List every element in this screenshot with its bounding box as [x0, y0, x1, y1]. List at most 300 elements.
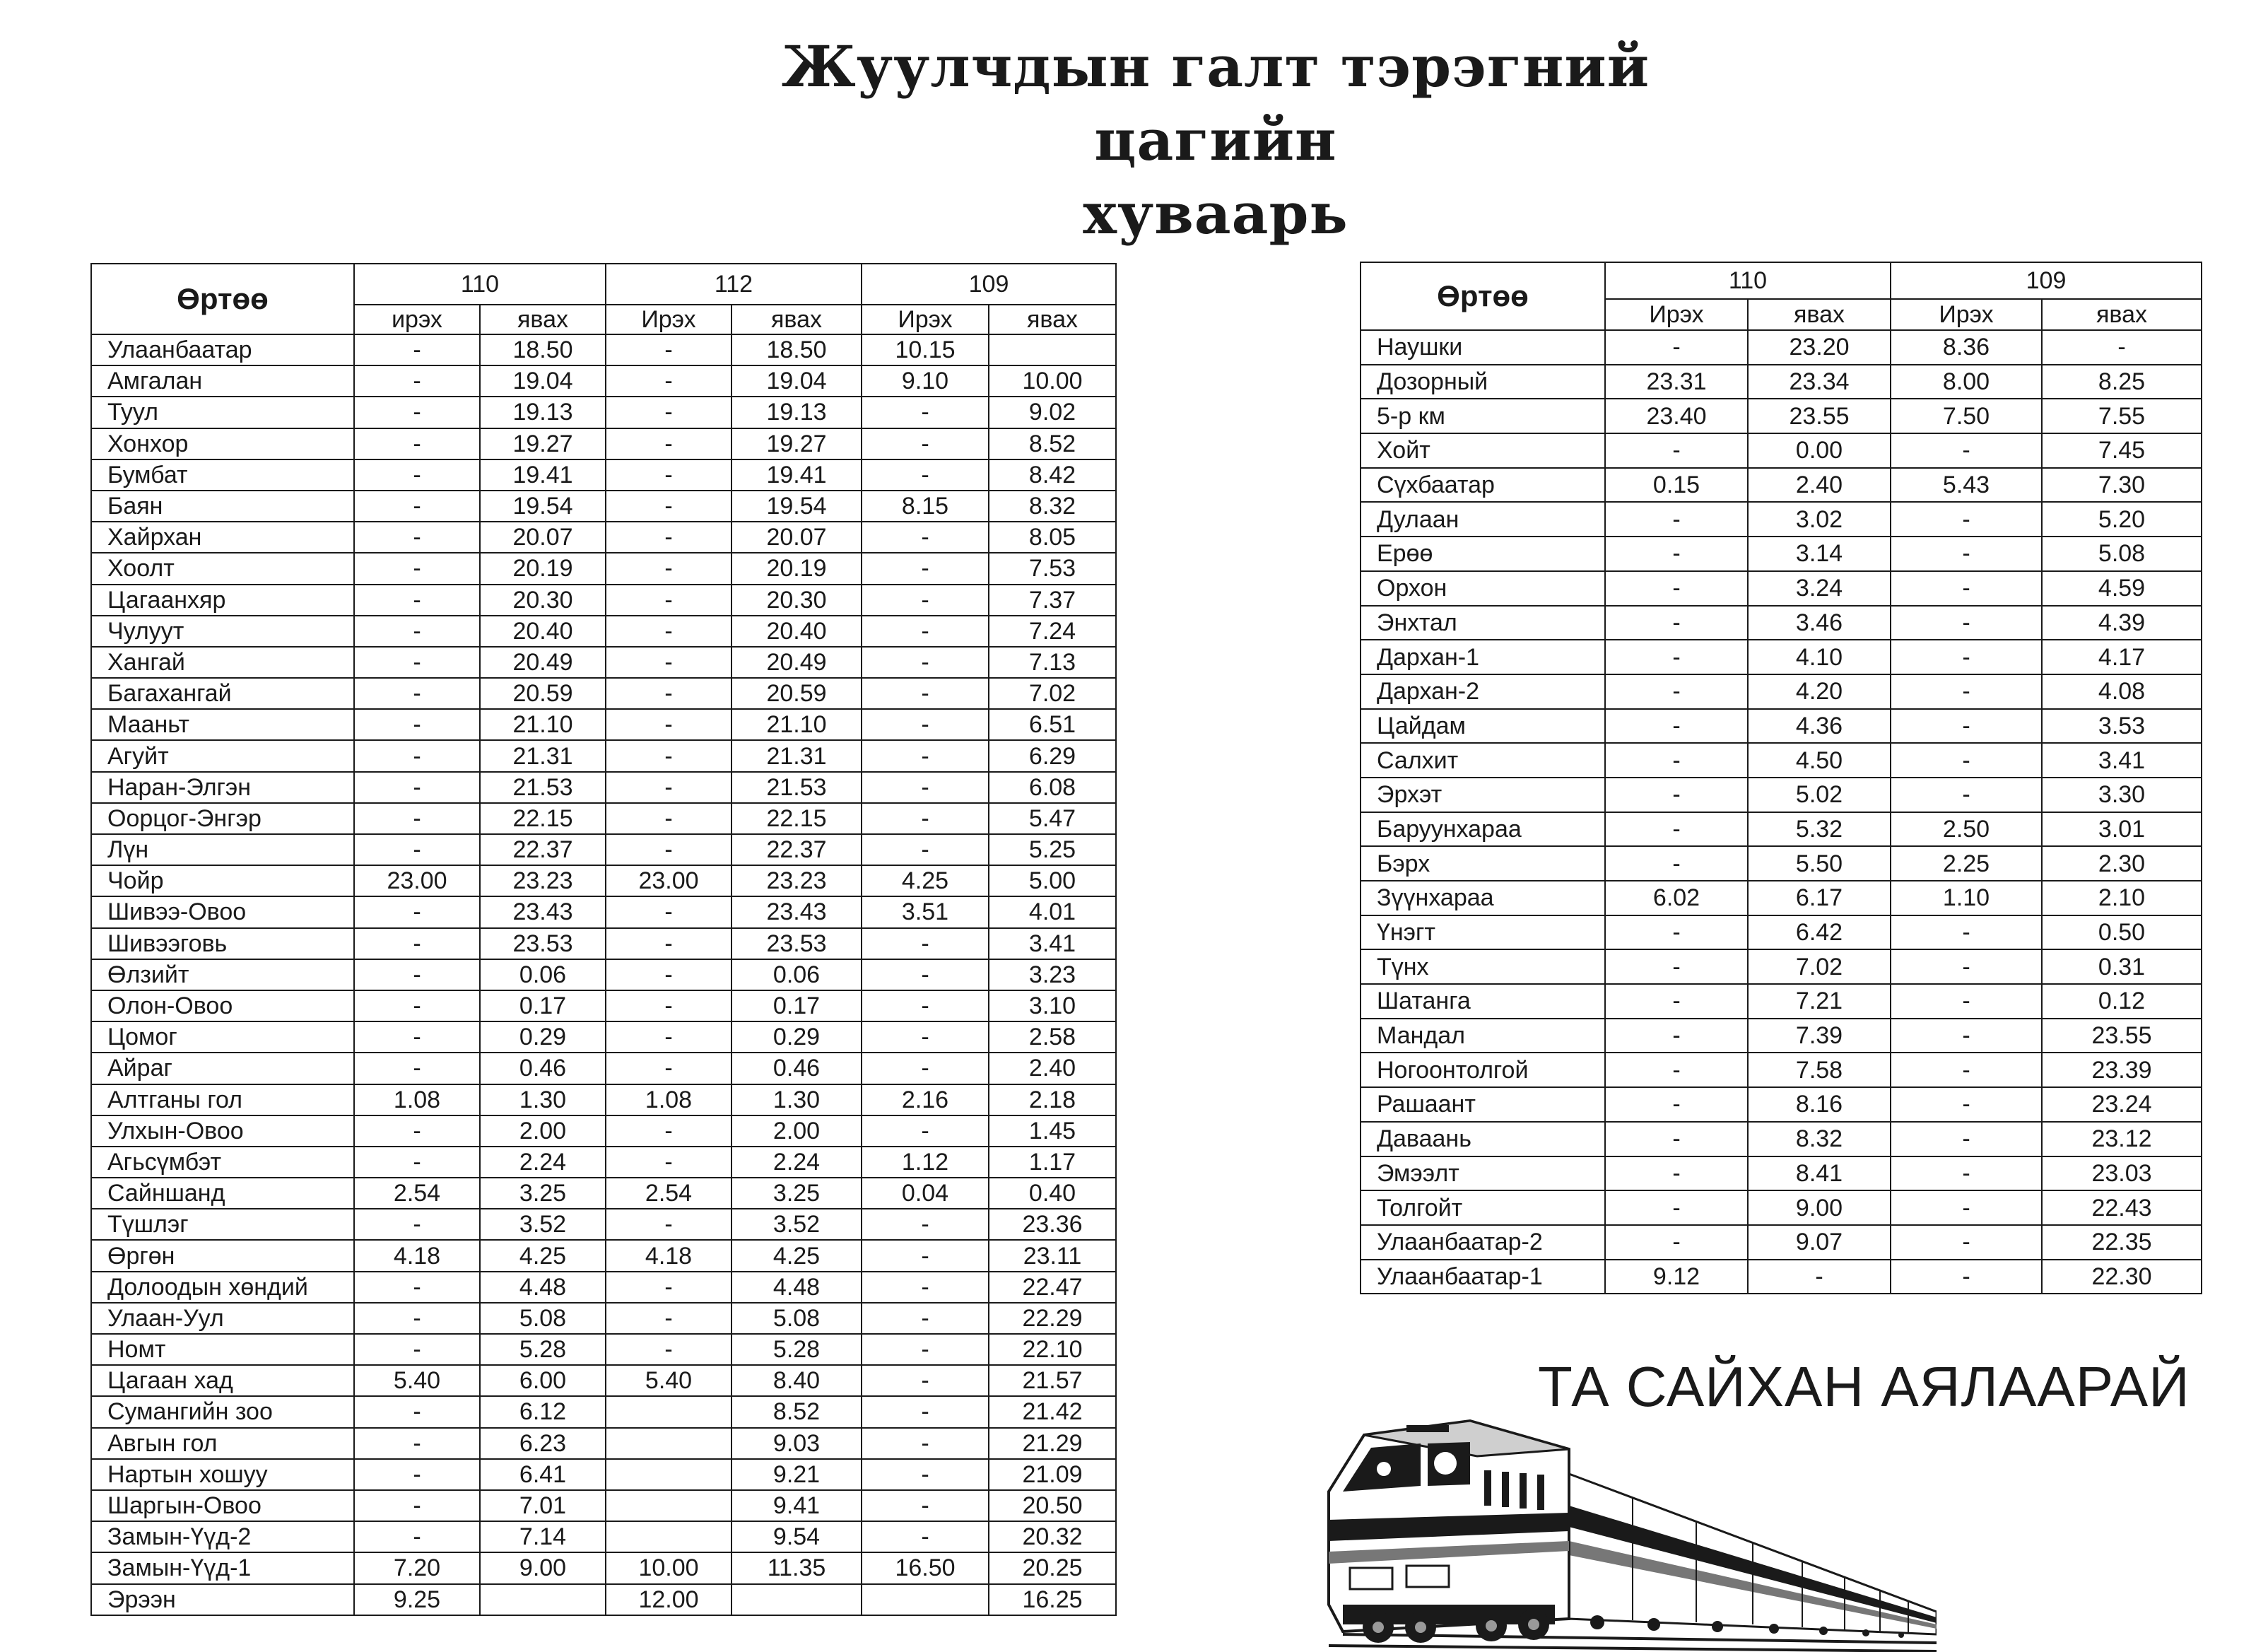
time-cell: 9.21 — [731, 1459, 862, 1490]
time-cell: 6.12 — [480, 1396, 606, 1427]
time-cell — [862, 1584, 989, 1615]
time-cell: 4.18 — [606, 1240, 731, 1271]
station-name: Үнэгт — [1361, 915, 1605, 950]
station-name: Авгын гол — [91, 1428, 354, 1459]
table-row — [1361, 949, 2202, 984]
time-cell: - — [1891, 984, 2042, 1019]
arrival-header: Ирэх — [1891, 299, 2042, 330]
time-cell: - — [354, 459, 480, 491]
time-cell: - — [354, 740, 480, 771]
time-cell: 21.09 — [989, 1459, 1116, 1490]
time-cell: 5.50 — [1748, 846, 1891, 881]
station-name: Өлзийт — [91, 959, 354, 990]
table-row — [91, 647, 1116, 678]
time-cell: - — [1605, 674, 1748, 709]
station-name: Баруунхараа — [1361, 812, 1605, 847]
station-name: Өргөн — [91, 1240, 354, 1271]
time-cell: 23.39 — [2042, 1053, 2202, 1087]
time-cell: - — [606, 647, 731, 678]
time-cell: 22.37 — [731, 834, 862, 865]
time-cell: 19.27 — [480, 428, 606, 459]
station-name: Бэрх — [1361, 846, 1605, 881]
time-cell: 3.10 — [989, 990, 1116, 1021]
time-cell: - — [1891, 674, 2042, 709]
station-name: Сайншанд — [91, 1178, 354, 1209]
station-name: Цайдам — [1361, 709, 1605, 744]
table-row — [1361, 1225, 2202, 1260]
time-cell: - — [354, 428, 480, 459]
time-cell: - — [2042, 330, 2202, 365]
table-row — [91, 1552, 1116, 1583]
time-cell: 4.48 — [731, 1272, 862, 1303]
time-cell: 3.53 — [2042, 709, 2202, 744]
station-name: Амгалан — [91, 365, 354, 397]
time-cell: - — [606, 928, 731, 959]
time-cell: 5.20 — [2042, 502, 2202, 537]
time-cell: 8.32 — [1748, 1122, 1891, 1156]
time-cell: 0.06 — [731, 959, 862, 990]
table-row — [1361, 984, 2202, 1019]
time-cell: 1.17 — [989, 1147, 1116, 1178]
station-name: Чулуут — [91, 616, 354, 647]
station-name: Агьсүмбэт — [91, 1147, 354, 1178]
station-name: Улхын-Овоо — [91, 1115, 354, 1147]
station-column-header: Өртөө — [91, 264, 354, 334]
time-cell: 20.59 — [480, 678, 606, 709]
time-cell: 23.20 — [1748, 330, 1891, 365]
time-cell: - — [606, 772, 731, 803]
time-cell: - — [1605, 846, 1748, 881]
time-cell: 6.51 — [989, 709, 1116, 740]
time-cell: 2.54 — [606, 1178, 731, 1209]
time-cell: - — [354, 803, 480, 834]
table-row — [91, 1521, 1116, 1552]
station-name: Хангай — [91, 647, 354, 678]
time-cell: 4.59 — [2042, 571, 2202, 606]
train-112-header: 112 — [606, 264, 862, 305]
time-cell: - — [862, 459, 989, 491]
time-cell: 7.14 — [480, 1521, 606, 1552]
time-cell: 2.40 — [989, 1053, 1116, 1084]
time-cell: 8.32 — [989, 491, 1116, 522]
time-cell: 23.23 — [731, 865, 862, 896]
time-cell: 1.45 — [989, 1115, 1116, 1147]
time-cell: - — [606, 1021, 731, 1053]
time-cell: - — [1605, 571, 1748, 606]
station-name: Наушки — [1361, 330, 1605, 365]
time-cell: - — [1891, 949, 2042, 984]
time-cell: 4.10 — [1748, 640, 1891, 674]
time-cell: 4.25 — [731, 1240, 862, 1271]
right-table-body — [1361, 330, 2202, 1294]
time-cell: 0.06 — [480, 959, 606, 990]
timetable-naushki-ulaanbaatar — [1360, 262, 2202, 1294]
arrival-header: ирэх — [354, 305, 480, 334]
time-cell: 9.00 — [1748, 1190, 1891, 1225]
time-cell: - — [862, 1053, 989, 1084]
time-cell: 2.40 — [1748, 468, 1891, 503]
time-cell: - — [1605, 1156, 1748, 1191]
station-name: Хайрхан — [91, 522, 354, 553]
departure-header: явах — [2042, 299, 2202, 330]
time-cell: 19.54 — [731, 491, 862, 522]
station-name: Номт — [91, 1334, 354, 1365]
time-cell: 10.15 — [862, 334, 989, 365]
time-cell: 5.25 — [989, 834, 1116, 865]
station-name: Улаанбаатар — [91, 334, 354, 365]
station-name: Нартын хошуу — [91, 1459, 354, 1490]
time-cell: 22.35 — [2042, 1225, 2202, 1260]
time-cell: - — [354, 896, 480, 927]
time-cell: 23.43 — [480, 896, 606, 927]
time-cell: 3.41 — [2042, 743, 2202, 778]
time-cell: 5.08 — [731, 1303, 862, 1334]
station-name: Лүн — [91, 834, 354, 865]
time-cell: - — [862, 803, 989, 834]
time-cell: 20.25 — [989, 1552, 1116, 1583]
time-cell: 0.00 — [1748, 433, 1891, 468]
time-cell: - — [606, 428, 731, 459]
departure-header: явах — [731, 305, 862, 334]
time-cell: 19.41 — [731, 459, 862, 491]
station-name: Шаргын-Овоо — [91, 1490, 354, 1521]
time-cell: - — [1891, 1225, 2042, 1260]
time-cell: - — [354, 1053, 480, 1084]
time-cell: - — [862, 397, 989, 428]
time-cell: 21.31 — [731, 740, 862, 771]
farewell-text: ТА САЙХАН АЯЛААРАЙ — [1538, 1355, 2190, 1418]
time-cell: - — [1605, 537, 1748, 571]
time-cell: - — [862, 1334, 989, 1365]
time-cell: - — [354, 1428, 480, 1459]
table-row — [91, 990, 1116, 1021]
time-cell: 4.18 — [354, 1240, 480, 1271]
time-cell: 7.50 — [1891, 399, 2042, 433]
time-cell: - — [606, 959, 731, 990]
time-cell: - — [1605, 1122, 1748, 1156]
table-row — [1361, 743, 2202, 778]
time-cell: 1.08 — [354, 1084, 480, 1115]
time-cell: - — [862, 1209, 989, 1240]
time-cell: - — [606, 1303, 731, 1334]
time-cell: 21.57 — [989, 1365, 1116, 1396]
time-cell: 5.02 — [1748, 778, 1891, 812]
time-cell: 22.47 — [989, 1272, 1116, 1303]
time-cell: 23.24 — [2042, 1087, 2202, 1122]
time-cell: - — [1605, 915, 1748, 950]
station-name: Улаан-Уул — [91, 1303, 354, 1334]
table-row — [1361, 399, 2202, 433]
station-name: Замын-Үүд-2 — [91, 1521, 354, 1552]
time-cell: - — [1605, 949, 1748, 984]
time-cell: - — [606, 491, 731, 522]
time-cell: 7.02 — [1748, 949, 1891, 984]
time-cell: 2.00 — [480, 1115, 606, 1147]
time-cell: - — [606, 709, 731, 740]
time-cell: 21.10 — [731, 709, 862, 740]
station-name: Баян — [91, 491, 354, 522]
table-row — [91, 428, 1116, 459]
time-cell: 18.50 — [480, 334, 606, 365]
time-cell: - — [1748, 1260, 1891, 1294]
time-cell: 8.05 — [989, 522, 1116, 553]
time-cell: - — [1891, 1019, 2042, 1053]
time-cell: - — [1891, 1260, 2042, 1294]
time-cell: 2.24 — [731, 1147, 862, 1178]
table-row — [91, 1115, 1116, 1147]
station-name: Эмээлт — [1361, 1156, 1605, 1191]
station-name: Багахангай — [91, 678, 354, 709]
time-cell: - — [606, 1147, 731, 1178]
time-cell: 9.10 — [862, 365, 989, 397]
time-cell: 19.04 — [480, 365, 606, 397]
time-cell: 20.30 — [480, 585, 606, 616]
time-cell: 3.52 — [731, 1209, 862, 1240]
train-110-header: 110 — [1605, 262, 1891, 299]
time-cell: - — [1891, 778, 2042, 812]
station-name: Долоодын хөндий — [91, 1272, 354, 1303]
time-cell: 1.30 — [731, 1084, 862, 1115]
table-row — [91, 459, 1116, 491]
time-cell: - — [606, 1209, 731, 1240]
time-cell: 3.01 — [2042, 812, 2202, 847]
station-name: Дулаан — [1361, 502, 1605, 537]
time-cell: 4.39 — [2042, 606, 2202, 640]
time-cell: - — [862, 1396, 989, 1427]
time-cell: - — [1605, 606, 1748, 640]
time-cell: 0.29 — [480, 1021, 606, 1053]
time-cell: 8.15 — [862, 491, 989, 522]
time-cell: 0.50 — [2042, 915, 2202, 950]
station-name: Рашаант — [1361, 1087, 1605, 1122]
time-cell: 21.31 — [480, 740, 606, 771]
time-cell: 23.55 — [1748, 399, 1891, 433]
time-cell: 23.31 — [1605, 365, 1748, 399]
time-cell: 6.00 — [480, 1365, 606, 1396]
time-cell: - — [354, 1272, 480, 1303]
time-cell: - — [606, 334, 731, 365]
time-cell: 5.40 — [354, 1365, 480, 1396]
time-cell: 3.46 — [1748, 606, 1891, 640]
time-cell: - — [354, 959, 480, 990]
station-name: Туул — [91, 397, 354, 428]
station-name: Эрээн — [91, 1584, 354, 1615]
table-row — [91, 491, 1116, 522]
time-cell: 10.00 — [989, 365, 1116, 397]
table-row — [91, 585, 1116, 616]
time-cell: 7.13 — [989, 647, 1116, 678]
time-cell: 2.30 — [2042, 846, 2202, 881]
table-row — [91, 1428, 1116, 1459]
station-name: Алтганы гол — [91, 1084, 354, 1115]
time-cell: - — [354, 678, 480, 709]
time-cell: 10.00 — [606, 1552, 731, 1583]
time-cell: 19.13 — [480, 397, 606, 428]
time-cell: - — [862, 585, 989, 616]
time-cell: - — [862, 428, 989, 459]
time-cell: 20.49 — [731, 647, 862, 678]
station-name: Чойр — [91, 865, 354, 896]
time-cell: 19.04 — [731, 365, 862, 397]
time-cell: 4.20 — [1748, 674, 1891, 709]
time-cell: - — [606, 740, 731, 771]
time-cell: 4.17 — [2042, 640, 2202, 674]
time-cell: 8.40 — [731, 1365, 862, 1396]
station-name: Наран-Элгэн — [91, 772, 354, 803]
train-109-header: 109 — [862, 264, 1116, 305]
time-cell: 5.32 — [1748, 812, 1891, 847]
table-row — [91, 1178, 1116, 1209]
arrival-header: Ирэх — [606, 305, 731, 334]
time-cell: 23.03 — [2042, 1156, 2202, 1191]
time-cell: - — [606, 616, 731, 647]
time-cell: 6.17 — [1748, 881, 1891, 915]
table-row — [91, 1240, 1116, 1271]
time-cell: 19.13 — [731, 397, 862, 428]
time-cell: - — [862, 709, 989, 740]
time-cell: - — [1891, 1053, 2042, 1087]
table-row — [91, 1303, 1116, 1334]
time-cell: - — [862, 553, 989, 584]
time-cell: 9.00 — [480, 1552, 606, 1583]
time-cell: 5.40 — [606, 1365, 731, 1396]
time-cell: 6.02 — [1605, 881, 1748, 915]
timetable-ulaanbaatar-ereen — [90, 263, 1117, 1616]
train-109-header: 109 — [1891, 262, 2202, 299]
time-cell — [989, 334, 1116, 365]
station-name: Эрхэт — [1361, 778, 1605, 812]
time-cell: - — [862, 1272, 989, 1303]
time-cell: - — [354, 990, 480, 1021]
time-cell: 3.30 — [2042, 778, 2202, 812]
time-cell: 9.12 — [1605, 1260, 1748, 1294]
time-cell: 20.50 — [989, 1490, 1116, 1521]
time-cell: 16.50 — [862, 1552, 989, 1583]
time-cell: - — [1605, 1053, 1748, 1087]
arrival-header: Ирэх — [862, 305, 989, 334]
time-cell: - — [1605, 330, 1748, 365]
station-name: Улаанбаатар-1 — [1361, 1260, 1605, 1294]
time-cell: - — [1891, 1122, 2042, 1156]
time-cell: - — [1891, 1190, 2042, 1225]
time-cell: - — [354, 522, 480, 553]
time-cell: 5.08 — [480, 1303, 606, 1334]
time-cell: - — [354, 1521, 480, 1552]
time-cell: - — [354, 1459, 480, 1490]
table-row — [1361, 1122, 2202, 1156]
time-cell: 21.42 — [989, 1396, 1116, 1427]
time-cell: - — [1605, 709, 1748, 744]
time-cell: 19.27 — [731, 428, 862, 459]
time-cell: - — [862, 1490, 989, 1521]
table-row — [1361, 915, 2202, 950]
time-cell: - — [606, 990, 731, 1021]
table-row — [91, 1396, 1116, 1427]
time-cell: - — [862, 1303, 989, 1334]
train-locomotive-icon — [1300, 1407, 1937, 1652]
time-cell: 7.45 — [2042, 433, 2202, 468]
time-cell: 2.25 — [1891, 846, 2042, 881]
time-cell: 3.25 — [480, 1178, 606, 1209]
time-cell: 7.01 — [480, 1490, 606, 1521]
time-cell: 2.54 — [354, 1178, 480, 1209]
time-cell: 23.11 — [989, 1240, 1116, 1271]
time-cell: 2.24 — [480, 1147, 606, 1178]
time-cell: 22.43 — [2042, 1190, 2202, 1225]
time-cell: - — [354, 1021, 480, 1053]
station-name: Дархан-1 — [1361, 640, 1605, 674]
table-row — [1361, 1190, 2202, 1225]
time-cell: 7.21 — [1748, 984, 1891, 1019]
time-cell — [606, 1490, 731, 1521]
time-cell: - — [1605, 502, 1748, 537]
time-cell: - — [354, 1209, 480, 1240]
time-cell: - — [354, 1396, 480, 1427]
time-cell: - — [862, 647, 989, 678]
time-cell: 3.24 — [1748, 571, 1891, 606]
table-row — [91, 865, 1116, 896]
time-cell: - — [1605, 812, 1748, 847]
time-cell: - — [1605, 1087, 1748, 1122]
train-110-header: 110 — [354, 264, 606, 305]
departure-header: явах — [480, 305, 606, 334]
table-row — [1361, 1019, 2202, 1053]
time-cell: 16.25 — [989, 1584, 1116, 1615]
time-cell: 3.14 — [1748, 537, 1891, 571]
time-cell: 8.25 — [2042, 365, 2202, 399]
station-name: Мааньт — [91, 709, 354, 740]
time-cell: 20.49 — [480, 647, 606, 678]
station-name: Оорцог-Энгэр — [91, 803, 354, 834]
table-row — [91, 959, 1116, 990]
time-cell: 8.42 — [989, 459, 1116, 491]
time-cell: - — [1891, 537, 2042, 571]
time-cell: 21.29 — [989, 1428, 1116, 1459]
time-cell: 20.30 — [731, 585, 862, 616]
time-cell: - — [862, 1021, 989, 1053]
time-cell: 7.53 — [989, 553, 1116, 584]
time-cell: 22.37 — [480, 834, 606, 865]
time-cell: - — [606, 834, 731, 865]
time-cell: 5.28 — [731, 1334, 862, 1365]
time-cell: - — [354, 365, 480, 397]
time-cell: 2.00 — [731, 1115, 862, 1147]
time-cell: 7.02 — [989, 678, 1116, 709]
time-cell: 20.40 — [731, 616, 862, 647]
time-cell: - — [1605, 743, 1748, 778]
time-cell: - — [606, 553, 731, 584]
time-cell: 9.25 — [354, 1584, 480, 1615]
time-cell: - — [606, 1334, 731, 1365]
table-row — [1361, 365, 2202, 399]
table-row — [1361, 1087, 2202, 1122]
time-cell: - — [862, 616, 989, 647]
table-row — [1361, 709, 2202, 744]
time-cell: 8.41 — [1748, 1156, 1891, 1191]
time-cell: - — [354, 928, 480, 959]
time-cell: 22.30 — [2042, 1260, 2202, 1294]
time-cell: 23.23 — [480, 865, 606, 896]
table-row — [1361, 330, 2202, 365]
time-cell: - — [862, 678, 989, 709]
time-cell: - — [1891, 743, 2042, 778]
table-row — [1361, 433, 2202, 468]
time-cell: 3.51 — [862, 896, 989, 927]
time-cell: 21.53 — [480, 772, 606, 803]
time-cell: 20.07 — [731, 522, 862, 553]
time-cell: 20.07 — [480, 522, 606, 553]
time-cell: 9.41 — [731, 1490, 862, 1521]
